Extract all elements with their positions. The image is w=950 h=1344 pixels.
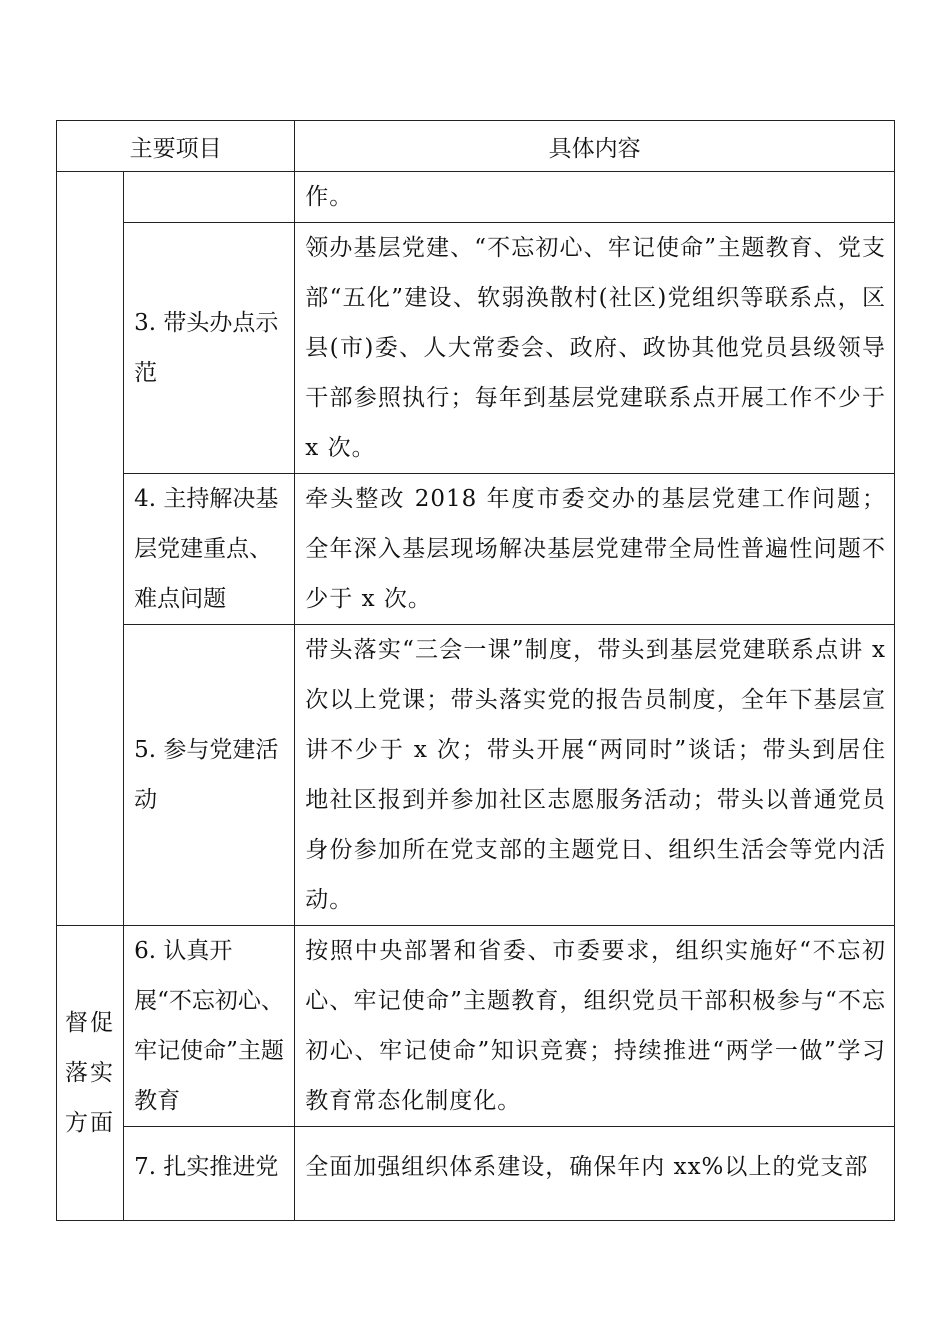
table-header-row [57, 121, 895, 172]
table-row [57, 172, 895, 223]
item-cell: 6. 认真开展“不忘初心、牢记使命”主题教育 [124, 926, 295, 1127]
item-cell: 4. 主持解决基层党建重点、难点问题 [124, 474, 295, 625]
content-cell: 牵头整改 2018 年度市委交办的基层党建工作问题；全年深入基层现场解决基层党建带全局性普遍性问题不少于 x 次。 [295, 474, 895, 625]
table-row [57, 625, 895, 926]
section-cell-empty [57, 172, 124, 926]
content-cell: 带头落实“三会一课”制度，带头到基层党建联系点讲 x 次以上党课；带头落实党的报告员制度，全年下基层宣讲不少于 x 次；带头开展“两同时”谈话；带头到居住地社区报到并参加社区志愿服务活动；带头以普通党员身份参加所在党支部的主题党日、组织生活会等党内活动。 [295, 625, 895, 926]
item-cell: 3. 带头办点示范 [124, 223, 295, 474]
table-row [57, 223, 895, 474]
header-main-items: 主要项目 [57, 121, 295, 172]
section-cell: 督促落实方面 [57, 926, 124, 1221]
content-cell: 全面加强组织体系建设，确保年内 xx%以上的党支部 [295, 1127, 895, 1221]
content-cell: 领办基层党建、“不忘初心、牢记使命”主题教育、党支部“五化”建设、软弱涣散村(社区)党组织等联系点，区县(市)委、人大常委会、政府、政协其他党员县级领导干部参照执行；每年到基层党建联系点开展工作不少于 x 次。 [295, 223, 895, 474]
content-cell: 作。 [295, 172, 895, 223]
item-cell: 5. 参与党建活动 [124, 625, 295, 926]
table-row [57, 1127, 895, 1221]
table-row [57, 926, 895, 1127]
item-cell: 7. 扎实推进党 [124, 1127, 295, 1221]
table-row [57, 474, 895, 625]
item-cell [124, 172, 295, 223]
content-cell: 按照中央部署和省委、市委要求，组织实施好“不忘初心、牢记使命”主题教育，组织党员干部积极参与“不忘初心、牢记使命”知识竞赛；持续推进“两学一做”学习教育常态化制度化。 [295, 926, 895, 1127]
header-specific-content: 具体内容 [295, 121, 895, 172]
content-table [56, 120, 895, 1221]
